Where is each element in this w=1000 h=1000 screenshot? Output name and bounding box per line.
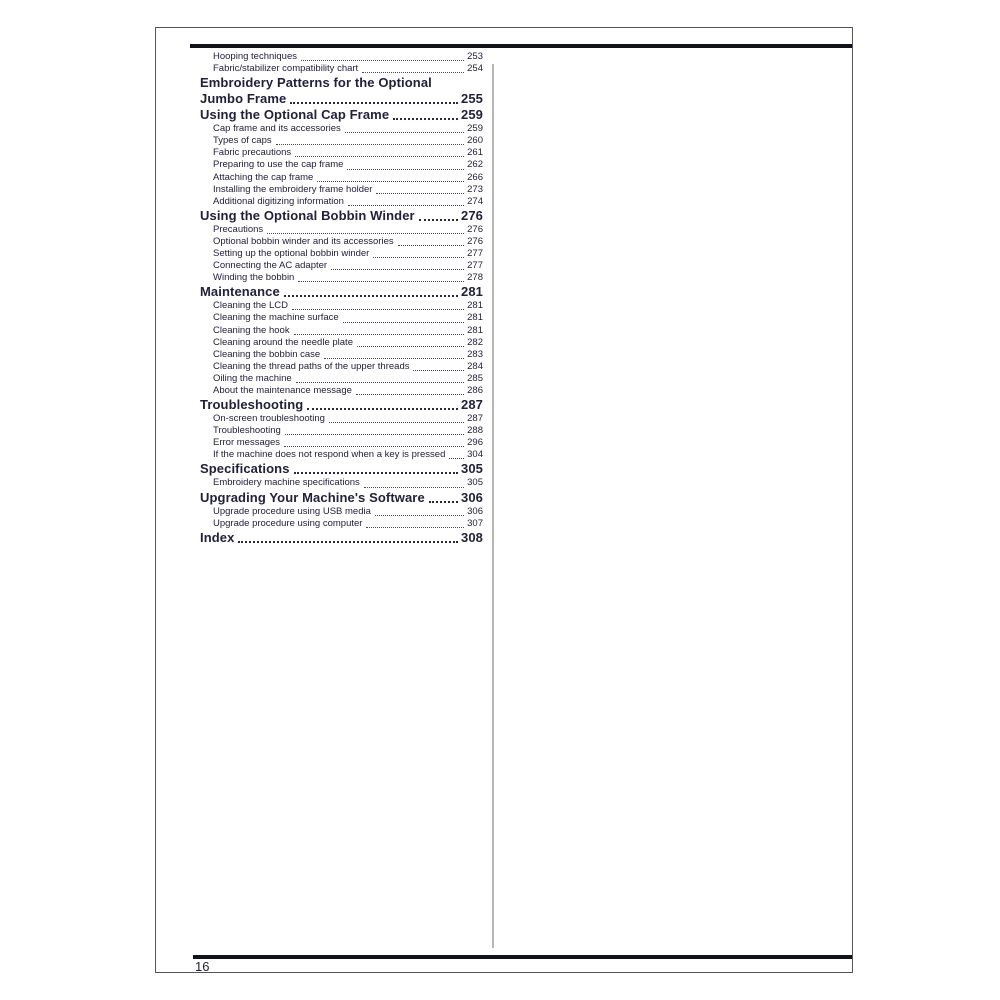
toc-entry-label: Installing the embroidery frame holder [213,183,373,195]
toc-entry-page: 276 [461,207,483,223]
toc-entry [200,413,483,425]
toc-entry-page: 283 [467,348,483,360]
toc-entry-page: 259 [467,123,483,135]
leader-dots [345,132,464,133]
toc-entry-page: 262 [467,159,483,171]
toc-entry [200,284,483,300]
toc-entry-label: Cleaning the LCD [213,300,288,312]
leader-dots [238,541,458,543]
toc-entry-label: On-screen troubleshooting [213,413,325,425]
page-number: 16 [195,959,210,974]
leader-dots [324,358,464,359]
leader-dots [267,233,464,234]
toc-entry [200,91,483,107]
leader-dots [413,370,464,371]
toc-entry-label: Additional digitizing information [213,195,344,207]
toc-entry-label: Jumbo Frame [200,91,287,107]
toc-entry [200,272,483,284]
toc-entry [200,337,483,349]
toc-entry [200,325,483,337]
leader-dots [373,257,464,258]
toc-entry-page: 285 [467,372,483,384]
toc-entry-label: Cleaning the machine surface [213,312,339,324]
toc-entry-page: 306 [461,489,483,505]
toc-entry-page: 281 [467,324,483,336]
toc-entry [200,449,483,461]
toc-entry-label: Index [200,529,235,545]
toc-entry [200,385,483,397]
leader-dots [357,346,464,347]
toc-entry [200,397,483,413]
toc-entry-wrap-line [200,75,483,91]
toc-entry-page: 266 [467,171,483,183]
toc-entry [200,506,483,518]
toc-entry [200,159,483,171]
leader-dots [331,269,464,270]
toc-entry-label: Attaching the cap frame [213,171,314,183]
toc-entry-page: 305 [467,477,483,489]
toc-entry-label: Troubleshooting [200,397,304,413]
toc-entry [200,172,483,184]
toc-entry-label: Cleaning around the needle plate [213,336,353,348]
toc-entry-label: If the machine does not respond when a key is pressed [213,449,446,461]
leader-dots [376,193,464,194]
header-rule [190,44,852,48]
toc-entry-page: 261 [467,147,483,159]
toc-entry-label: About the maintenance message [213,384,352,396]
toc-entry-label: Troubleshooting [213,425,281,437]
footer-rule [193,955,852,959]
toc-entry-label: Using the Optional Bobbin Winder [200,207,415,223]
leader-dots [294,334,465,335]
toc-entry [200,425,483,437]
toc-entry-page: 277 [467,248,483,260]
leader-dots [285,434,464,435]
toc-entry [200,349,483,361]
leader-dots [284,446,464,447]
leader-dots [419,219,458,221]
leader-dots [295,156,464,157]
toc-entry-label: Fabric/stabilizer compatibility chart [213,63,359,75]
leader-dots [364,487,464,488]
leader-dots [375,515,464,516]
column-divider [492,64,494,948]
leader-dots [294,472,458,474]
toc-entry-page: 259 [461,107,483,123]
toc-entry-page: 276 [467,223,483,235]
toc-entry-page: 306 [467,505,483,517]
toc-entry-label: Fabric precautions [213,147,292,159]
toc-entry [200,461,483,477]
toc-entry [200,208,483,224]
toc-entry [200,361,483,373]
toc-entry [200,51,483,63]
leader-dots [307,408,458,410]
toc-entry-page: 282 [467,336,483,348]
toc-entry-page: 284 [467,360,483,372]
toc-entry [200,63,483,75]
toc-entry-label: Hooping techniques [213,51,297,62]
toc-entry-page: 274 [467,195,483,207]
toc-entry-label: Cap frame and its accessories [213,123,341,135]
toc-entry-page: 276 [467,235,483,247]
toc-entry [200,196,483,208]
toc-entry-label: Oiling the machine [213,372,292,384]
toc-entry-page: 307 [467,517,483,529]
toc-entry-page: 287 [461,397,483,413]
toc-entry-label: Cleaning the hook [213,324,290,336]
toc-entry-page: 253 [467,51,483,62]
toc-entry-page: 281 [467,312,483,324]
toc-entry-page: 308 [461,529,483,545]
toc-entry [200,236,483,248]
toc-entry-label: Maintenance [200,284,280,300]
toc-entry-label: Preparing to use the cap frame [213,159,344,171]
toc-entry-page: 287 [467,413,483,425]
toc-entry-label: Setting up the optional bobbin winder [213,248,370,260]
leader-dots [366,527,464,528]
toc-entry [200,437,483,449]
leader-dots [348,205,464,206]
toc-entry-label: Specifications [200,461,290,477]
leader-dots [429,501,458,503]
toc-entry-page: 281 [461,284,483,300]
toc-entry-page: 277 [467,260,483,272]
toc-entry [200,373,483,385]
leader-dots [296,382,464,383]
toc-entry-page: 296 [467,437,483,449]
leader-dots [317,181,464,182]
leader-dots [356,394,464,395]
leader-dots [301,60,464,61]
toc-entry-label: Cleaning the bobbin case [213,348,321,360]
toc-entry-label: Error messages [213,437,281,449]
leader-dots [276,144,465,145]
toc-entry-page: 273 [467,183,483,195]
leader-dots [292,309,464,310]
toc-entry [200,530,483,546]
toc-entry [200,107,483,123]
leader-dots [298,281,464,282]
leader-dots [347,169,464,170]
toc-entry [200,224,483,236]
leader-dots [449,458,464,459]
toc-entry-page: 288 [467,425,483,437]
leader-dots [362,72,464,73]
leader-dots [284,295,458,297]
toc-entry-label: Precautions [213,223,264,235]
toc-entry-page: 260 [467,135,483,147]
toc-entry [200,490,483,506]
toc-entry-label: Embroidery Patterns for the Optional [200,75,432,91]
toc-entry-label: Connecting the AC adapter [213,260,328,272]
toc-entry [200,300,483,312]
toc-entry [200,184,483,196]
leader-dots [393,118,458,120]
toc-entry-label: Types of caps [213,135,272,147]
toc-entry-page: 255 [461,91,483,107]
toc-entry [200,260,483,272]
toc-entry-label: Cleaning the thread paths of the upper threads [213,360,410,372]
toc-entry-label: Using the Optional Cap Frame [200,107,390,123]
toc-entry [200,135,483,147]
toc-entry-label: Upgrading Your Machine's Software [200,489,425,505]
toc-entry [200,248,483,260]
toc-entry [200,312,483,324]
toc-entry-page: 305 [461,461,483,477]
toc-entry-label: Optional bobbin winder and its accessories [213,235,394,247]
toc-entry-page: 286 [467,384,483,396]
table-of-contents [200,51,483,546]
leader-dots [398,245,465,246]
leader-dots [343,322,464,323]
toc-entry [200,518,483,530]
toc-entry-page: 304 [467,449,483,461]
toc-entry-label: Upgrade procedure using computer [213,517,363,529]
toc-entry-page: 281 [467,300,483,312]
toc-entry [200,477,483,489]
toc-entry-page: 278 [467,272,483,284]
toc-entry-label: Winding the bobbin [213,272,295,284]
leader-dots [290,102,458,104]
leader-dots [329,422,464,423]
toc-entry-label: Upgrade procedure using USB media [213,505,371,517]
toc-entry [200,147,483,159]
document-page [155,27,853,973]
toc-entry [200,123,483,135]
toc-entry-label: Embroidery machine specifications [213,477,360,489]
toc-entry-page: 254 [467,63,483,75]
